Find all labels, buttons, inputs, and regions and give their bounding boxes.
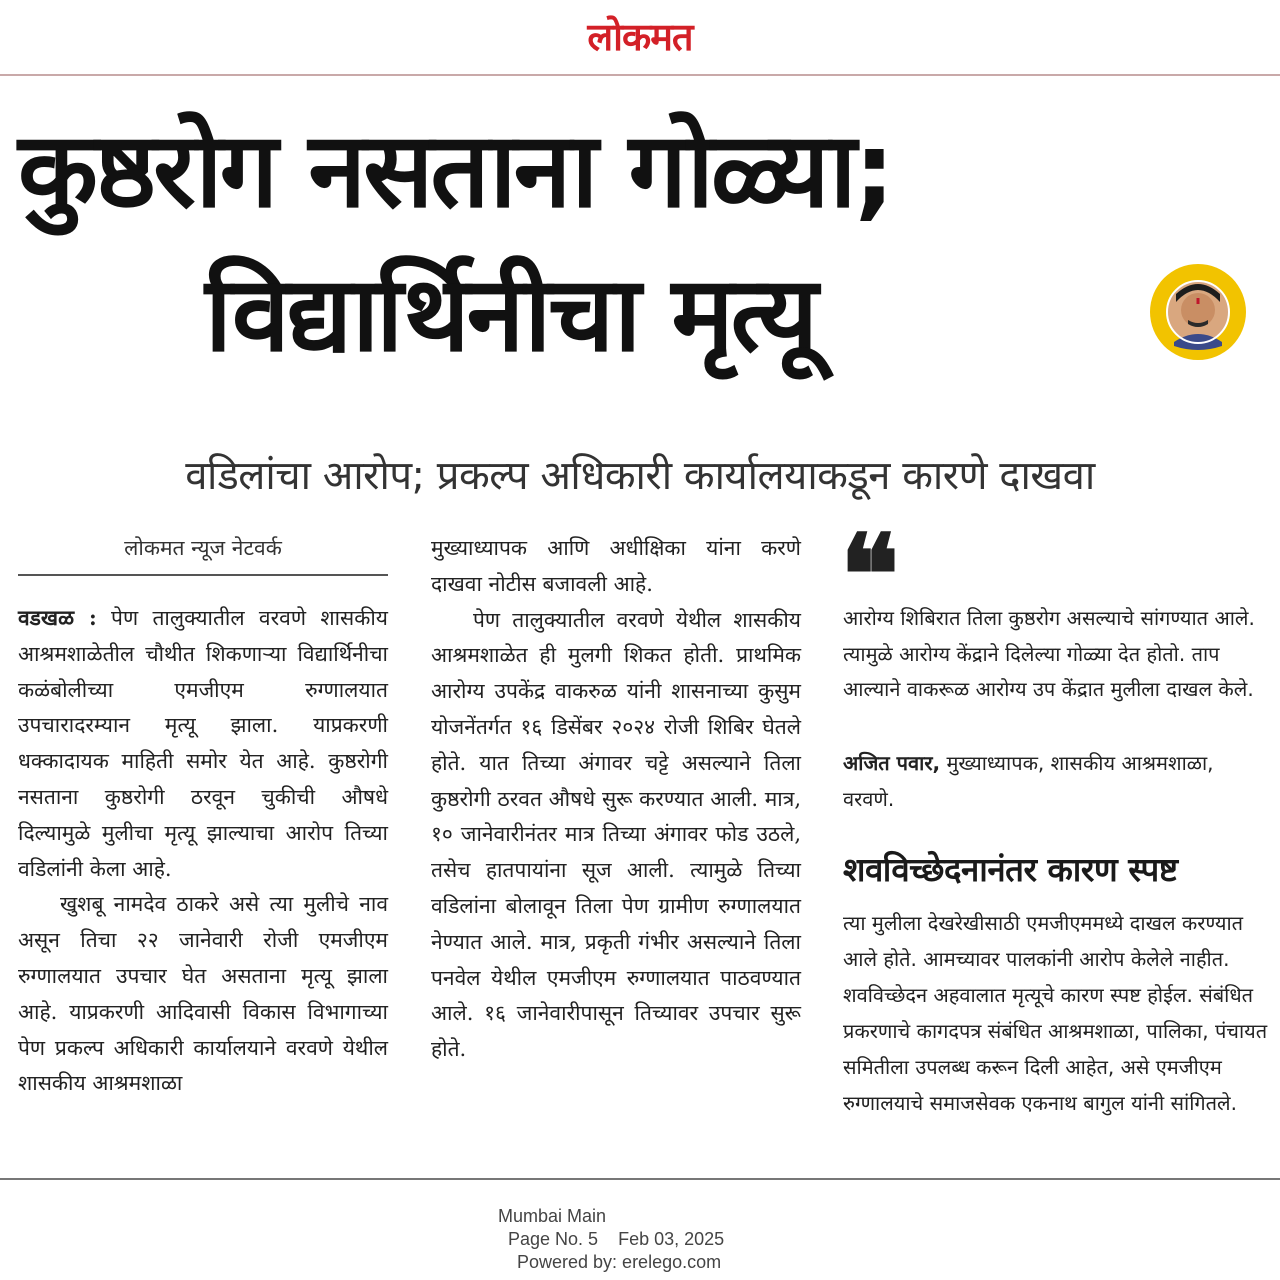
footer-page: Page No. 5 (508, 1229, 599, 1249)
sub-headline: वडिलांचा आरोप; प्रकल्प अधिकारी कार्यालयाकडून कारणे दाखवा (185, 453, 1095, 499)
footer-page-date (508, 1228, 724, 1250)
masthead-logo: लोकमत (587, 15, 693, 59)
sidebar-heading: शवविच्छेदनानंतर कारण स्पष्ट (843, 850, 1178, 889)
footer-edition: Mumbai Main (498, 1206, 607, 1226)
article-column-1 (18, 600, 388, 1102)
headline-line-2: विद्यार्थिनीचा मृत्यू (205, 253, 816, 375)
footer-divider (0, 1178, 1280, 1180)
article-column-2 (431, 531, 801, 1068)
article-paragraph-3: मुख्याध्यापक आणि अधीक्षिका यांना करणे दाखवा नोटीस बजावली आहे. (431, 536, 801, 596)
footer-powered-by: Powered by: erelego.com (517, 1252, 722, 1272)
author-avatar-icon (1150, 264, 1246, 360)
pull-quote-attribution (843, 745, 1268, 817)
quote-role: मुख्याध्यापक, शासकीय आश्रमशाळा, वरवणे. (843, 751, 1214, 811)
masthead-divider (0, 74, 1280, 76)
author-badge (1150, 264, 1246, 360)
article-paragraph-4: पेण तालुक्यातील वरवणे येथील शासकीय आश्रमशाळेत ही मुलगी शिकत होती. प्राथमिक आरोग्य उपकेंद्र वाकरुळ यांनी शासनाच्या कुसुम योजनेंतर्गत १६ डिसेंबर २०२४ रोजी शिबिर घेतले होते. यात तिच्या अंगावर चट्टे असल्याने तिला कुष्ठरोगी ठरवत औषधे सुरू करण्यात आली. मात्र, १० जानेवारीनंतर मात्र तिच्या अंगावर फोड उठले, तसेच हातपायांना सूज आली. त्यामुळे तिच्या वडिलांना बोलावून तिला पेण ग्रामीण रुग्णालयात नेण्यात आले. मात्र, प्रकृती गंभीर असल्याने तिला पनवेल येथील एमजीएम रुग्णालयात पाठवण्यात आले. १६ जानेवारीपासून तिच्यावर उपचार सुरू होते. (431, 607, 801, 1062)
article-paragraph-2: खुशबू नामदेव ठाकरे असे त्या मुलीचे नाव असून तिचा २२ जानेवारी रोजी एमजीएम रुग्णालयात उपचार घेत असताना मृत्यू झाला आहे. याप्रकरणी आदिवासी विकास विभागाच्या पेण प्रकल्प अधिकारी कार्यालयाने वरवणे येथील शासकीय आश्रमशाळा (18, 892, 388, 1096)
byline: लोकमत न्यूज नेटवर्क (124, 536, 282, 560)
article-paragraph-1 (18, 600, 388, 887)
pull-quote-text: आरोग्य शिबिरात तिला कुष्ठरोग असल्याचे सांगण्यात आले. त्यामुळे आरोग्य केंद्राने दिलेल्या गोळ्या देत होतो. ताप आल्याने वाकरूळ आरोग्य उप केंद्रात मुलीला दाखल केले. (843, 606, 1255, 701)
quote-mark-icon: ❝ (840, 510, 900, 639)
paragraph-1-text: पेण तालुक्यातील वरवणे शासकीय आश्रमशाळेतील चौथीत शिकणाऱ्या विद्यार्थिनीचा कळंबोलीच्या एमजीएम रुग्णालयात उपचारादरम्यान मृत्यू झाला. याप्रकरणी धक्कादायक माहिती समोर येत आहे. कुष्ठरोगी नसताना कुष्ठरोगी ठरवून चुकीची औषधे दिल्यामुळे मुलीचा मृत्यू झाल्याचा आरोप तिच्या वडिलांनी केला आहे. (18, 606, 388, 881)
byline-divider (18, 574, 388, 576)
dateline: वडखळ : (18, 605, 97, 630)
sidebar-text: त्या मुलीला देखरेखीसाठी एमजीएममध्ये दाखल करण्यात आले होते. आमच्यावर पालकांनी आरोप केलेले नाहीत. शवविच्छेदन अहवालात मृत्यूचे कारण स्पष्ट होईल. संबंधित प्रकरणाचे कागदपत्र संबंधित आश्रमशाळा, पालिका, पंचायत समितीला उपलब्ध करून दिली आहेत, असे एमजीएम रुग्णालयाचे समाजसेवक एकनाथ बागुल यांनी सांगितले. (843, 911, 1268, 1115)
headline-line-1: कुष्ठरोग नसताना गोळ्या; (18, 109, 893, 231)
quote-speaker: अजित पवार, (843, 751, 941, 775)
footer-date: Feb 03, 2025 (618, 1229, 725, 1249)
